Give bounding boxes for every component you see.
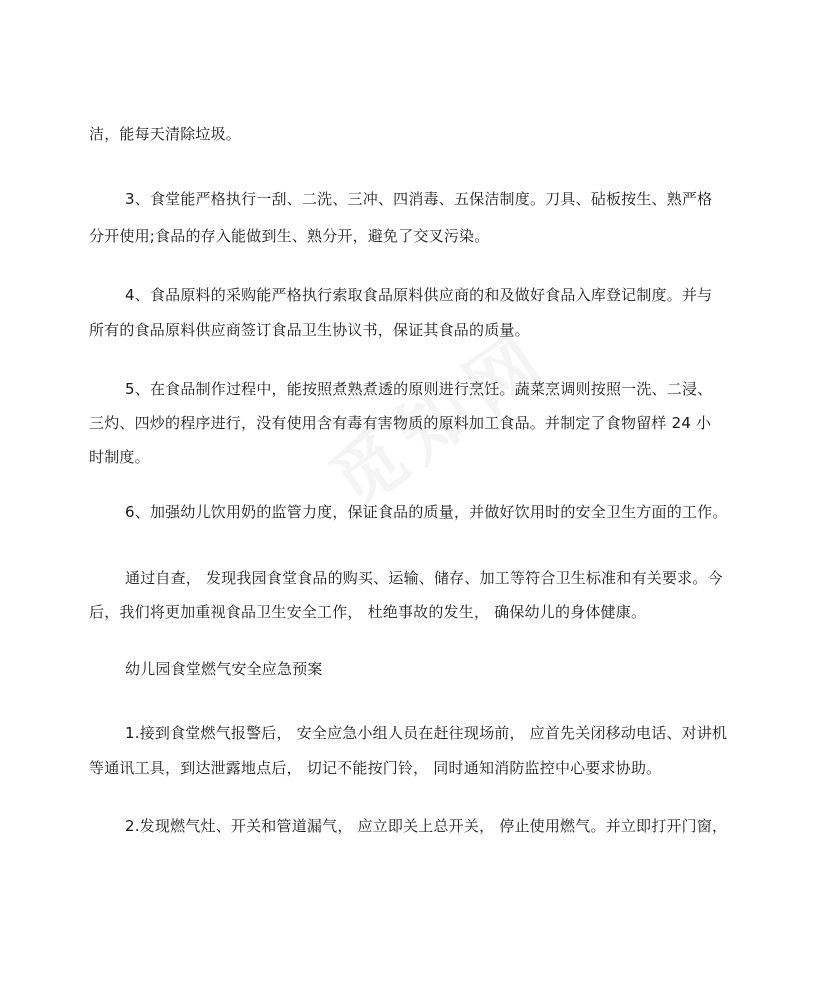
text-line: 所有的食品原料供应商签订食品卫生协议书，保证其食品的质量。 xyxy=(89,321,530,339)
text-line: 等通讯工具，到达泄露地点后， 切记不能按门铃， 同时通知消防监控中心要求协助。 xyxy=(89,759,662,777)
text-line: 2.发现燃气灶、开关和管道漏气， 应立即关上总开关， 停止使用燃气。并立即打开门窗， xyxy=(125,817,728,835)
text-line: 3、食堂能严格执行一刮、二洗、三冲、四消毒、五保洁制度。刀具、砧板按生、熟严格 xyxy=(125,190,713,208)
text-line: 1.接到食堂燃气报警后， 安全应急小组人员在赶往现场前， 应首先关闭移动电话、对讲机 xyxy=(125,724,728,742)
text-line: 三灼、四炒的程序进行，没有使用含有毒有害物质的原料加工食品。并制定了食物留样 24 小 xyxy=(89,414,712,432)
text-line: 时制度。 xyxy=(89,448,150,466)
text-line: 4、食品原料的采购能严格执行索取食品原料供应商的和及做好食品入库登记制度。并与 xyxy=(125,286,713,304)
text-line: 洁，能每天清除垃圾。 xyxy=(89,125,242,143)
section-heading: 幼儿园食堂燃气安全应急预案 xyxy=(125,660,323,678)
text-line: 6、加强幼儿饮用奶的监管力度，保证食品的质量，并做好饮用时的安全卫生方面的工作。 xyxy=(125,503,728,521)
text-line: 分开使用;食品的存入能做到生、熟分开，避免了交叉污染。 xyxy=(89,227,490,245)
text-line: 5、在食品制作过程中，能按照煮熟煮透的原则进行烹饪。蔬菜烹调则按照一洗、二浸、 xyxy=(125,380,713,398)
text-line: 后，我们将更加重视食品卫生安全工作， 杜绝事故的发生， 确保幼儿的身体健康。 xyxy=(89,603,647,621)
text-line: 通过自查， 发现我园食堂食品的购买、运输、储存、加工等符合卫生标准和有关要求。今 xyxy=(125,569,723,587)
